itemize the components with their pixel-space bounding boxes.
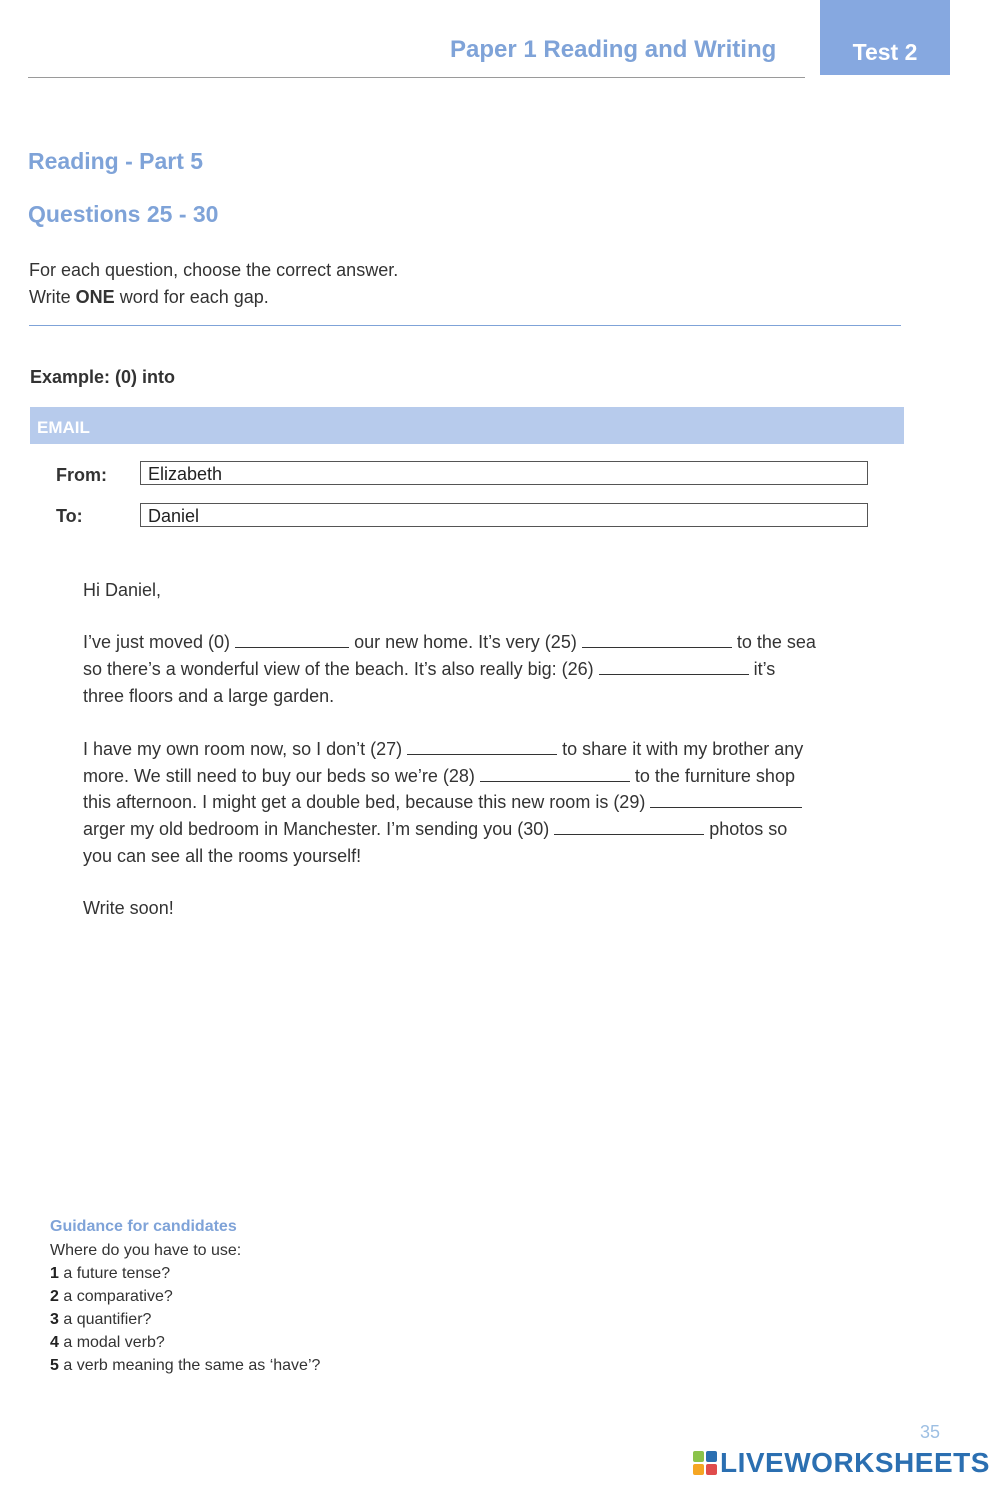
answer-gap-30[interactable]	[554, 820, 704, 835]
email-line: more. We still need to buy our beds so we’re (28) to the furniture shop	[83, 766, 795, 786]
guidance-item: 4 a modal verb?	[50, 1334, 165, 1351]
email-signoff: Write soon!	[83, 898, 174, 918]
example-gap-0	[235, 633, 349, 648]
liveworksheets-logo-text: LIVEWORKSHEETS	[720, 1447, 990, 1478]
liveworksheets-logo-icon	[693, 1451, 717, 1475]
email-line: this afternoon. I might get a double bed, because this new room is (29)	[83, 792, 807, 813]
from-label: From:	[56, 465, 107, 485]
guidance-item: 2 a comparative?	[50, 1288, 173, 1305]
section-title: Reading - Part 5	[28, 148, 204, 174]
answer-gap-28[interactable]	[480, 767, 630, 782]
instruction-line-1: For each question, choose the correct answer.	[29, 260, 399, 280]
test-tab: Test 2	[820, 0, 950, 75]
guidance-item: 1 a future tense?	[50, 1265, 171, 1282]
to-field: Daniel	[140, 503, 868, 527]
liveworksheets-logo	[693, 1448, 990, 1478]
instruction-emphasis: ONE	[75, 287, 115, 307]
email-greeting: Hi Daniel,	[83, 580, 162, 600]
page-number: 35	[920, 1422, 941, 1442]
answer-gap-25[interactable]	[582, 633, 732, 648]
answer-gap-27[interactable]	[407, 740, 557, 755]
from-field: Elizabeth	[140, 461, 868, 485]
example-label: Example: (0) into	[30, 367, 176, 387]
email-line: three floors and a large garden.	[83, 686, 335, 706]
to-label: To:	[56, 506, 83, 526]
email-line: you can see all the rooms yourself!	[83, 846, 362, 866]
guidance-intro: Where do you have to use:	[50, 1242, 242, 1259]
guidance-item: 5 a verb meaning the same as ‘have’?	[50, 1357, 321, 1374]
email-line: I have my own room now, so I don’t (27) to share it with my brother any	[83, 739, 804, 759]
email-line: so there’s a wonderful view of the beach. It’s also really big: (26) it’s	[83, 659, 776, 679]
questions-title: Questions 25 - 30	[28, 201, 219, 227]
paper-title: Paper 1 Reading and Writing	[450, 36, 777, 63]
instruction-divider	[29, 325, 901, 326]
answer-gap-26[interactable]	[599, 660, 749, 675]
header-divider	[28, 77, 805, 78]
instruction-line-2: Write ONE word for each gap.	[29, 287, 269, 307]
guidance-item: 3 a quantifier?	[50, 1311, 152, 1328]
guidance-title: Guidance for candidates	[50, 1218, 237, 1235]
email-header-bar: EMAIL	[30, 407, 904, 444]
email-line: I’ve just moved (0) our new home. It’s very (25) to the sea	[83, 632, 816, 652]
answer-gap-29[interactable]	[650, 793, 802, 808]
email-line: arger my old bedroom in Manchester. I’m sending you (30) photos so	[83, 819, 788, 839]
